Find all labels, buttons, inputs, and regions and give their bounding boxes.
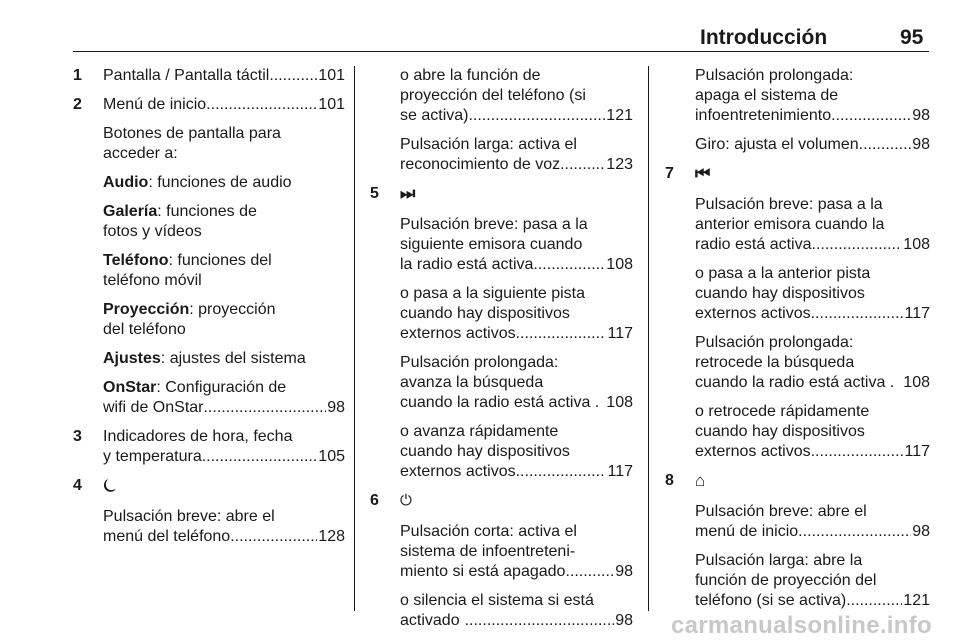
leader-line: y temperatura ..... 105 <box>103 447 345 467</box>
leader-line: menú del teléfono ..... 128 <box>103 527 345 547</box>
paragraph: Pulsación corta: activa el sistema de infoentreteni- miento si está apagado ..... 98 <box>400 522 633 582</box>
entry-8 <box>665 471 930 611</box>
watermark: carmanualsonline.info <box>670 612 932 639</box>
leader-line: externos activos ..... 117 <box>400 324 633 344</box>
leader-line: radio está activa ..... 108 <box>695 235 930 255</box>
paragraph: o avanza rápidamente cuando hay dispositivos externos activos ..... 117 <box>400 422 633 482</box>
page-header <box>0 0 960 52</box>
page-ref: 98 <box>615 612 633 629</box>
menu-ajustes: Ajustes: ajustes del sistema <box>103 350 306 367</box>
entry-3: 3 Indicadores de hora, fecha y temperatura ..... 105 <box>73 427 345 467</box>
paragraph: Pulsación prolongada: avanza la búsqueda cuando la radio está activa . 108 <box>400 354 633 411</box>
leader-line: reconocimiento de voz ..... 123 <box>400 155 633 175</box>
header-rule <box>73 51 929 52</box>
column-1 <box>73 66 345 556</box>
skip-back-icon: ⏮ <box>695 164 711 183</box>
page-ref: 98 <box>327 399 345 416</box>
page-ref: 117 <box>607 463 633 480</box>
paragraph: Pulsación larga: abre la función de proyección del teléfono (si se activa) ..... 121 <box>695 551 930 611</box>
paragraph: o pasa a la siguiente pista cuando hay dispositivos externos activos ..... 117 <box>400 284 633 344</box>
page-ref: 98 <box>912 523 930 540</box>
leader-line: wifi de OnStar ..... 98 <box>103 398 345 418</box>
paragraph: Pulsación breve: abre el menú de inicio ..... 98 <box>695 502 930 542</box>
paragraph: o pasa a la anterior pista cuando hay dispositivos externos activos ..... 117 <box>695 264 930 324</box>
page-ref: 121 <box>606 107 633 124</box>
menu-telefono: Teléfono: funciones del teléfono móvil <box>103 252 272 289</box>
page-ref: 117 <box>904 443 930 460</box>
entry-5 <box>370 184 633 482</box>
paragraph: Pulsación larga: activa el reconocimiento de voz ..... 123 <box>400 135 633 175</box>
menu-onstar: OnStar: Configuración de wifi de OnStar ..... 98 <box>103 378 345 418</box>
entry-4: 4 ⏾ Pulsación breve: abre el menú del teléfono ..... 128 <box>73 476 345 547</box>
entry-number: 4 <box>73 477 82 494</box>
page-title: Introducción <box>700 26 828 49</box>
leader-line: cuando la radio está activa . 108 <box>695 374 930 391</box>
page-ref: 117 <box>607 325 633 342</box>
column-divider-2 <box>648 66 649 611</box>
entry-4-cont <box>370 66 633 175</box>
page-ref: 98 <box>912 136 930 153</box>
paragraph: o retrocede rápidamente cuando hay dispositivos externos activos ..... 117 <box>695 402 930 462</box>
leader-line: miento si está apagado ..... 98 <box>400 562 633 582</box>
menu-galeria: Galería: funciones de fotos y vídeos <box>103 203 257 240</box>
menu-proyeccion: Proyección: proyección del teléfono <box>103 301 276 338</box>
page-ref: 117 <box>904 305 930 322</box>
page-ref: 108 <box>903 236 930 253</box>
leader-line: se activa) ..... 121 <box>400 106 633 126</box>
page-ref: 101 <box>318 67 345 84</box>
paragraph: Pulsación prolongada: apaga el sistema de infoentretenimiento ..... 98 <box>695 66 930 126</box>
leader-line: infoentretenimiento ..... 98 <box>695 106 930 126</box>
leader-line: externos activos ..... 117 <box>695 304 930 324</box>
power-icon: ⏻ <box>400 492 412 509</box>
leader-line: menú de inicio ..... 98 <box>695 522 930 542</box>
column-2 <box>370 66 633 640</box>
entry-1 <box>73 66 345 86</box>
page-ref: 101 <box>318 96 345 113</box>
entry-6 <box>370 491 633 631</box>
paragraph: Botones de pantalla para acceder a: <box>103 125 281 162</box>
leader-line: Menú de inicio ..... 101 <box>103 95 345 115</box>
entry-2 <box>73 95 345 418</box>
page-ref: 98 <box>912 107 930 124</box>
entry-6-cont <box>665 66 930 155</box>
home-icon: ⌂ <box>695 471 706 490</box>
entry-number: 6 <box>370 492 379 509</box>
leader-line: cuando la radio está activa . 108 <box>400 394 633 411</box>
entry-number: 5 <box>370 185 379 202</box>
entry-number: 3 <box>73 428 82 445</box>
leader-line: teléfono (si se activa) ..... 121 <box>695 591 930 611</box>
entry-number: 7 <box>665 165 674 182</box>
phone-icon: ⏾ <box>103 476 117 495</box>
menu-audio: Audio: funciones de audio <box>103 174 292 191</box>
page-ref: 128 <box>318 528 345 545</box>
entry-number: 1 <box>73 67 82 84</box>
page-ref: 105 <box>318 448 345 465</box>
paragraph: Pulsación breve: pasa a la anterior emisora cuando la radio está activa ..... 108 <box>695 195 930 255</box>
leader-line: Giro: ajusta el volumen ..... 98 <box>695 135 930 155</box>
entry-number: 2 <box>73 96 82 113</box>
paragraph: Pulsación prolongada: retrocede la búsqueda cuando la radio está activa . 108 <box>695 334 930 391</box>
column-3 <box>665 66 930 620</box>
column-divider-1 <box>354 66 355 611</box>
page-ref: 121 <box>903 592 930 609</box>
page-ref: 98 <box>615 563 633 580</box>
page-ref: 108 <box>606 256 633 273</box>
leader-line: externos activos ..... 117 <box>695 442 930 462</box>
page-number: 95 <box>900 26 924 49</box>
paragraph: o abre la función de proyección del teléfono (si se activa) ..... 121 <box>400 66 633 126</box>
leader-line: externos activos ..... 117 <box>400 462 633 482</box>
skip-forward-icon: ⏭ <box>400 184 416 203</box>
leader-line: Pantalla / Pantalla táctil ..... 101 <box>103 66 345 86</box>
leader-line: la radio está activa ..... 108 <box>400 255 633 275</box>
page-ref: 108 <box>903 374 930 391</box>
entry-7 <box>665 164 930 462</box>
page-ref: 123 <box>606 156 633 173</box>
paragraph: o silencia el sistema si está activado ..... 98 <box>400 591 633 631</box>
entry-number: 8 <box>665 472 674 489</box>
paragraph: Pulsación breve: pasa a la siguiente emisora cuando la radio está activa ..... 108 <box>400 215 633 275</box>
page-ref: 108 <box>606 394 633 411</box>
leader-line: activado ..... 98 <box>400 611 633 631</box>
